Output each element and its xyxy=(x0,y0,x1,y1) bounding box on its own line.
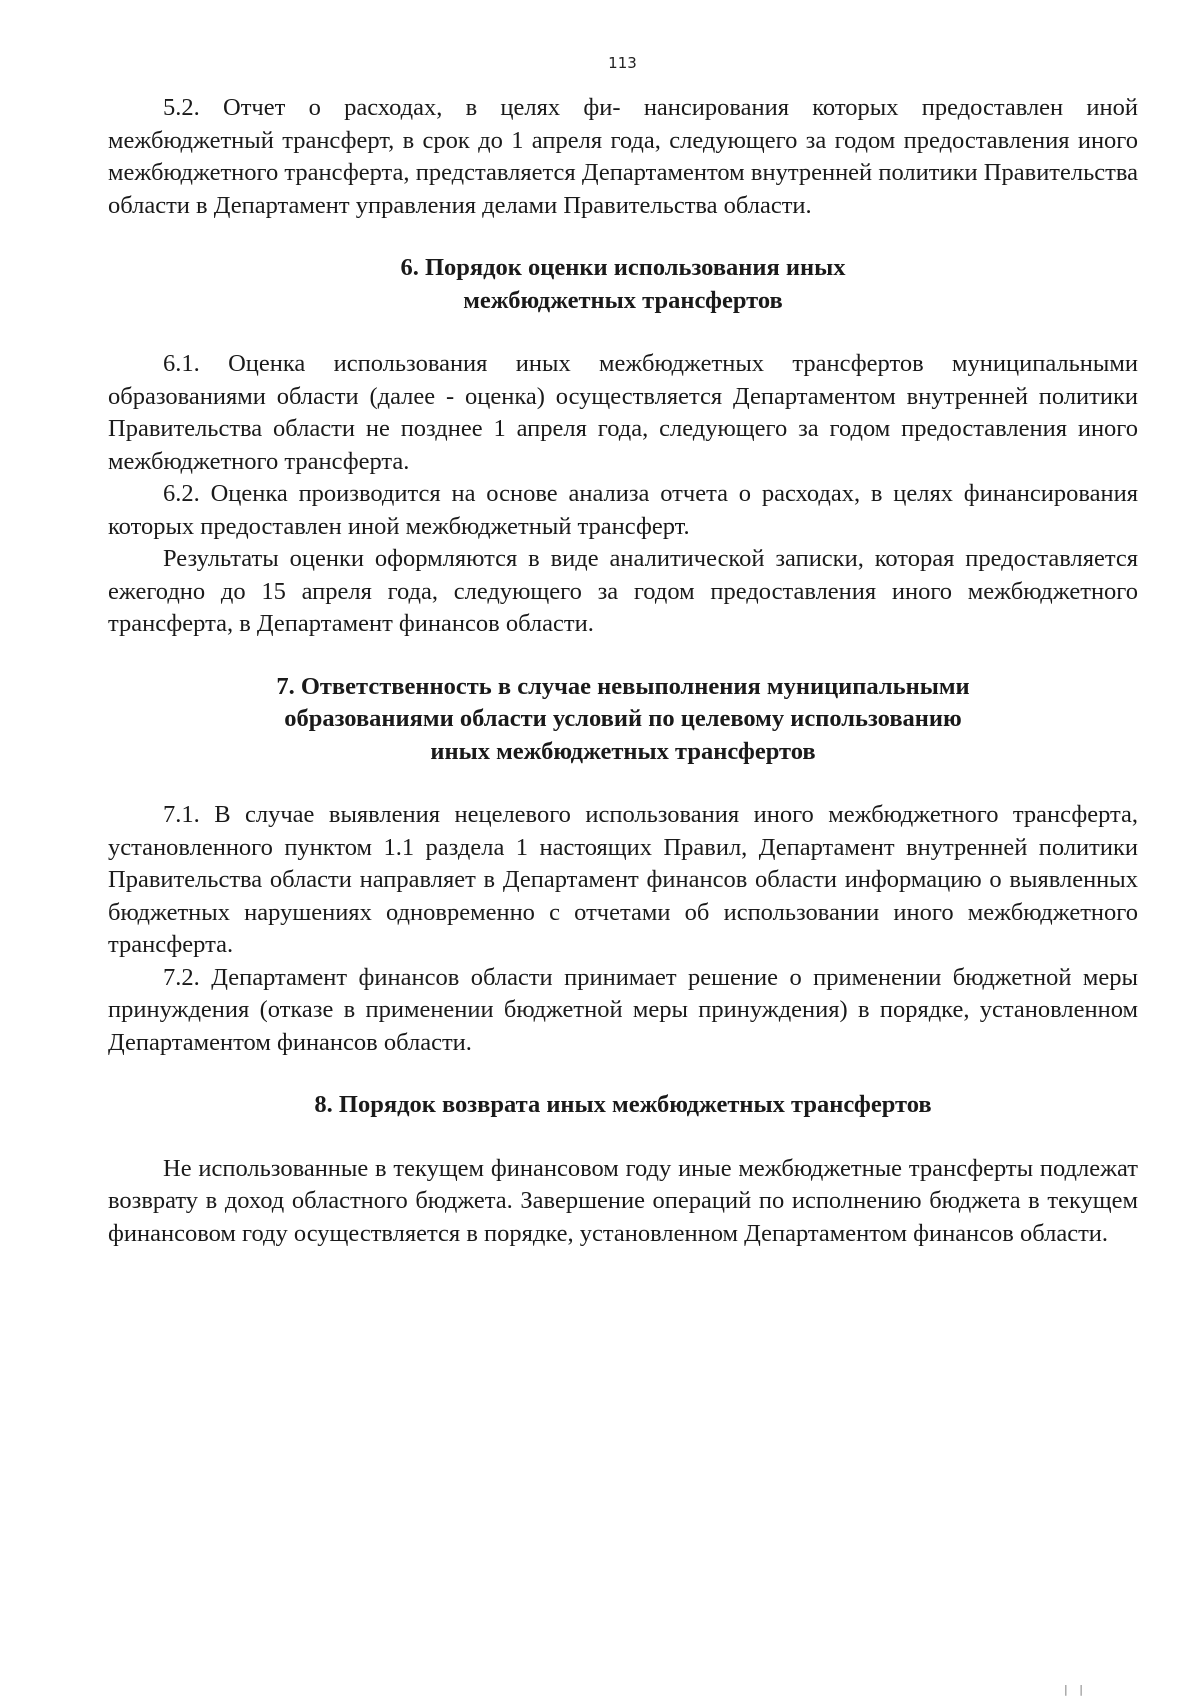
heading-line: образованиями области условий по целевому использованию xyxy=(284,705,962,732)
paragraph-6-1: 6.1. Оценка использования иных межбюджетных трансфертов муниципальными образованиями области (далее - оценка) осуществляется Департаментом внутренней политики Правительства области не позднее 1 апреля года, следующего за годом предоставления иного межбюджетного трансферта. xyxy=(108,350,1138,475)
heading-line: 8. Порядок возврата иных межбюджетных трансфертов xyxy=(314,1091,932,1118)
section-8 xyxy=(108,1153,1138,1251)
heading-line: 7. Ответственность в случае невыполнения муниципальными xyxy=(276,672,970,700)
section-7 xyxy=(108,799,1138,1059)
document-body xyxy=(108,92,1138,1250)
section-5 xyxy=(108,92,1138,222)
heading-line: 6. Порядок оценки использования иных xyxy=(400,254,846,281)
paragraph-6-results: Результаты оценки оформляются в виде аналитической записки, которая предоставляется ежегодно до 15 апреля года, следующего за годом предоставления иного межбюджетного трансферта, в Департамент финансов области. xyxy=(108,545,1138,637)
paragraph-7-2: 7.2. Департамент финансов области принимает решение о применении бюджетной меры принуждения (отказе в применении бюджетной меры принуждения) в порядке, установленном Департаментом финансов области. xyxy=(108,963,1138,1056)
section-6 xyxy=(108,348,1138,641)
paragraph-5-2: 5.2. Отчет о расходах, в целях фи- нансирования которых предоставлен иной межбюджетный трансферт, в срок до 1 апреля года, следующего за годом предоставления иного межбюджетного трансферта, представляется Департаментом внутренней политики Правительства области в Департамент управления делами Правительства области. xyxy=(108,94,1138,219)
paragraph-6-2: 6.2. Оценка производится на основе анализа отчета о расходах, в целях финансирования которых предоставлен иной межбюджетный трансферт. xyxy=(108,480,1138,540)
scan-artifact-mark: | | xyxy=(1064,1683,1087,1696)
section-8-heading xyxy=(108,1089,1138,1122)
heading-line: иных межбюджетных трансфертов xyxy=(430,737,816,765)
paragraph-7-1: 7.1. В случае выявления нецелевого использования иного межбюджетного трансферта, установленного пунктом 1.1 раздела 1 настоящих Правил, Департамент внутренней политики Правительства области направляет в Департамент финансов области информацию о выявленных бюджетных нарушениях одновременно с отчетами об использовании иного межбюджетного трансферта. xyxy=(108,801,1138,958)
heading-line: межбюджетных трансфертов xyxy=(463,286,783,314)
section-6-heading xyxy=(108,252,1138,317)
section-7-heading xyxy=(108,671,1138,769)
paragraph-8: Не использованные в текущем финансовом году иные межбюджетные трансферты подлежат возврату в доход областного бюджета. Завершение операций по исполнению бюджета в текущем финансовом году осуществляется в порядке, установленном Департаментом финансов области. xyxy=(108,1154,1138,1247)
page-number: 113 xyxy=(608,54,637,72)
